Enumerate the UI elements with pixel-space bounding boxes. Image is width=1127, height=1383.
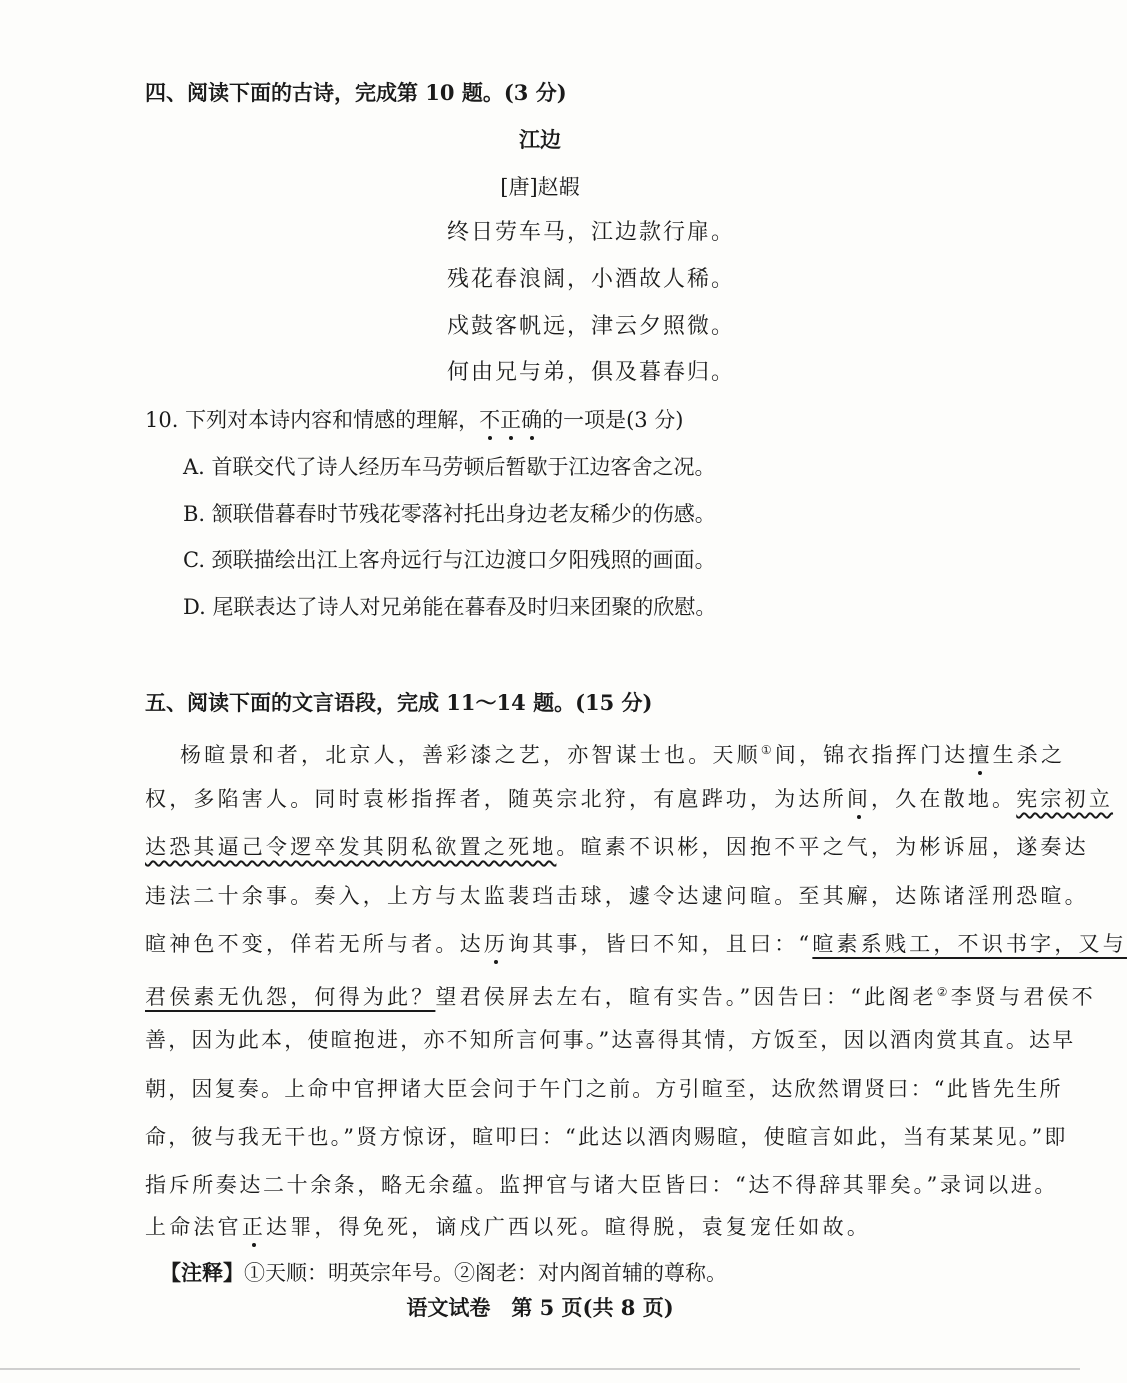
notes-text: ①天顺：明英宗年号。②阁老：对内阁首辅的尊称。 <box>244 1261 727 1285</box>
annotation-notes <box>160 1258 727 1288</box>
passage-text: 上命法官 <box>145 1215 242 1239</box>
poem-line-3: 戍鼓客帆远，津云夕照微。 <box>447 314 736 339</box>
option-b: B. 颔联借暮春时节残花零落衬托出身边老友稀少的伤感。 <box>183 502 716 526</box>
passage-text: 杨暄景和者，北京人，善彩漆之艺，亦智谋士也。天顺 <box>180 743 761 767</box>
passage-line-2 <box>145 784 1114 814</box>
wavy-underlined-text: 宪宗初立 <box>1016 787 1114 811</box>
emphasis-char: 正 <box>500 408 522 432</box>
page-footer: 语文试卷 第 5 页(共 8 页) <box>406 1295 674 1320</box>
passage-line-5 <box>145 929 1127 959</box>
passage-line-6 <box>145 977 1096 1012</box>
passage-text: 询其事，皆曰不知，且曰：“ <box>508 932 813 956</box>
passage-text: 间，锦衣指挥门达 <box>774 743 969 767</box>
note-marker-1: ① <box>760 743 775 757</box>
poem-line-1: 终日劳车马，江边款行扉。 <box>447 220 736 245</box>
passage-text: ，久在散地。 <box>871 787 1017 811</box>
question-10-stem <box>145 405 684 435</box>
wavy-underlined-text: 达恐其逼己令逻卒发其阴私欲置之死地 <box>145 835 557 859</box>
passage-line-8: 朝，因复奏。上命中官押诸大臣会问于午门之前。方引暄至，达欣然谓贤曰：“此皆先生所 <box>145 1077 1063 1101</box>
emphasis-char: 历 <box>483 932 509 956</box>
underlined-text: 君侯素无仇怨，何得为此？ <box>145 985 436 1009</box>
passage-text: 权，多陷害人。同时袁彬指挥者，随英宗北狩，有扈跸功，为达所 <box>145 787 847 811</box>
scan-edge-line <box>0 1368 1080 1370</box>
option-c: C. 颈联描绘出江上客舟远行与江边渡口夕阳残照的画面。 <box>183 548 716 572</box>
passage-line-1 <box>180 735 1066 770</box>
passage-line-3 <box>145 832 1089 862</box>
passage-text: 暄神色不变，佯若无所与者。达 <box>145 932 484 956</box>
passage-line-4: 违法二十余事。奏入，上方与太监裴珰击球，遽令达逮问暄。至其廨，达陈诸淫刑恐暄。 <box>145 884 1089 908</box>
poem-line-4: 何由兄与弟，俱及暮春归。 <box>447 360 736 385</box>
passage-line-9: 命，彼与我无干也。”贤方惊讶，暄叩曰：“此达以酒肉赐暄，使暄言如此，当有某某见。”即 <box>145 1125 1068 1149</box>
passage-text: 望君侯屏去左右，暄有实告。”因告曰：“此阁老 <box>435 985 937 1009</box>
emphasis-char: 不 <box>479 408 501 432</box>
option-d: D. 尾联表达了诗人对兄弟能在暮春及时归来团聚的欣慰。 <box>183 595 717 619</box>
passage-text: 李贤与君侯不 <box>950 985 1096 1009</box>
stem-before: 10. 下列对本诗内容和情感的理解， <box>145 408 480 432</box>
passage-line-10: 指斥所奏达二十余条，略无余蕴。监押官与诸大臣皆曰：“达不得辞其罪矣。”录词以进。 <box>145 1173 1058 1197</box>
poem-author: [唐]赵嘏 <box>500 175 580 199</box>
poem-line-2: 残花春浪阔，小酒故人稀。 <box>447 267 736 292</box>
passage-line-11 <box>145 1212 1005 1242</box>
notes-label: 【注释】 <box>160 1260 244 1285</box>
section4-heading: 四、阅读下面的古诗，完成第 10 题。(3 分) <box>145 80 567 105</box>
poem-title: 江边 <box>519 127 561 152</box>
passage-line-7: 善，因为此本，使暄抱进，亦不知所言何事。”达喜得其情，方饭至，因以酒肉赏其直。达早 <box>145 1028 1076 1052</box>
underlined-text: 暄素系贱工，不识书字，又与 <box>812 932 1127 956</box>
passage-text: 生杀之 <box>992 743 1066 767</box>
option-a: A. 首联交代了诗人经历车马劳顿后暂歇于江边客舍之况。 <box>183 455 716 479</box>
note-marker-2: ② <box>936 985 951 999</box>
emphasis-char: 确 <box>521 408 543 432</box>
emphasis-char: 正 <box>241 1215 267 1239</box>
passage-text: 达罪，得免死，谪戍广西以死。暄得脱，袁复宠任如故。 <box>266 1215 872 1239</box>
passage-text: 。暄素不识彬，因抱不平之气，为彬诉屈，遂奏达 <box>556 835 1089 859</box>
section5-heading: 五、阅读下面的文言语段，完成 11～14 题。(15 分) <box>145 690 653 715</box>
emphasis-char: 间 <box>846 787 872 811</box>
emphasis-char: 擅 <box>968 743 993 767</box>
stem-after: 的一项是(3 分) <box>542 408 684 432</box>
